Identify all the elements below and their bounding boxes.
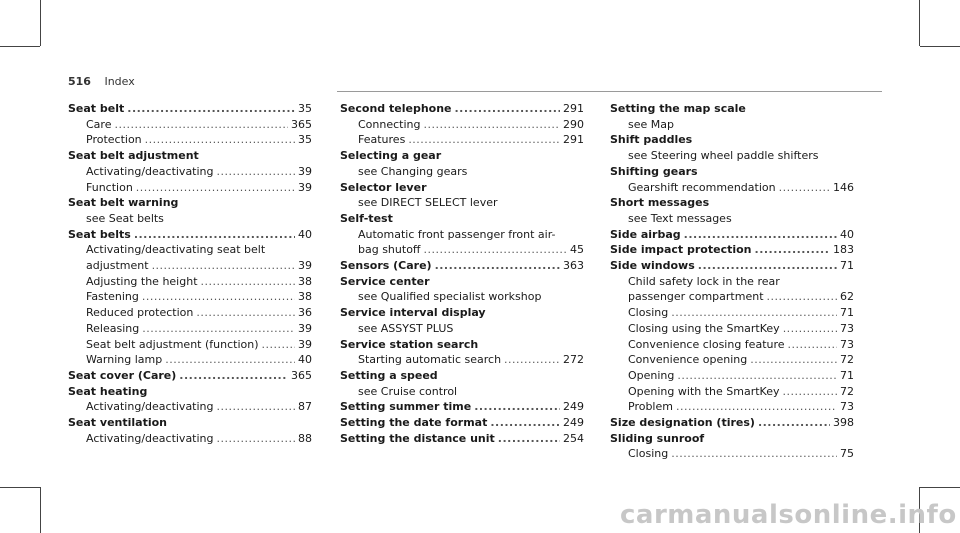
page-reference[interactable]: 40 bbox=[840, 227, 854, 241]
index-subentry[interactable] bbox=[610, 180, 854, 196]
leader-dots bbox=[136, 180, 295, 196]
page-reference[interactable]: 87 bbox=[298, 400, 312, 414]
index-subentry[interactable] bbox=[68, 321, 312, 337]
index-heading: Service center bbox=[340, 274, 430, 288]
leader-dots bbox=[165, 352, 295, 368]
entry-label: Second telephone bbox=[340, 102, 452, 115]
entry-label: Seat cover (Care) bbox=[68, 368, 177, 382]
index-subentry: see Seat belts bbox=[86, 211, 164, 225]
leader-dots bbox=[424, 242, 568, 258]
index-heading: Setting the map scale bbox=[610, 102, 746, 115]
entry-label: Releasing bbox=[86, 321, 140, 335]
entry-label: Closing bbox=[628, 306, 669, 320]
leader-dots bbox=[435, 258, 560, 274]
crop-mark bbox=[0, 46, 40, 47]
page-reference[interactable]: 38 bbox=[298, 274, 312, 288]
index-subentry[interactable] bbox=[68, 431, 312, 447]
entry-label: passenger compartment bbox=[628, 290, 764, 304]
index-subentry: see Steering wheel paddle shifters bbox=[628, 149, 819, 163]
crop-mark bbox=[920, 487, 960, 488]
index-column-1 bbox=[68, 101, 312, 446]
leader-dots bbox=[750, 352, 837, 368]
leader-dots bbox=[424, 117, 561, 133]
page-reference[interactable]: 71 bbox=[840, 368, 854, 382]
page-header bbox=[68, 75, 135, 88]
index-subentry[interactable] bbox=[68, 132, 312, 148]
index-subentry[interactable] bbox=[340, 242, 584, 258]
leader-dots bbox=[455, 101, 561, 117]
index-column-3 bbox=[610, 101, 854, 462]
index-subentry[interactable] bbox=[340, 132, 584, 148]
entry-label: Side airbag bbox=[610, 227, 681, 241]
page-reference[interactable]: 35 bbox=[298, 102, 312, 115]
page-reference[interactable]: 365 bbox=[291, 368, 312, 382]
index-entry[interactable] bbox=[68, 368, 312, 384]
section-title: Index bbox=[104, 75, 135, 88]
index-subentry: see Changing gears bbox=[358, 164, 468, 178]
index-subentry[interactable] bbox=[610, 446, 854, 462]
index-subentry[interactable] bbox=[68, 164, 312, 180]
page-reference[interactable]: 249 bbox=[563, 400, 584, 414]
index-subentry: Child safety lock in the rear bbox=[628, 274, 780, 288]
entry-label: Side impact protection bbox=[610, 243, 752, 257]
index-subentry[interactable] bbox=[68, 399, 312, 415]
page-reference[interactable]: 39 bbox=[298, 337, 312, 351]
leader-dots bbox=[783, 321, 837, 337]
index-subentry[interactable] bbox=[610, 321, 854, 337]
page-reference[interactable]: 38 bbox=[298, 290, 312, 304]
page-reference[interactable]: 36 bbox=[298, 306, 312, 320]
page-reference[interactable]: 146 bbox=[833, 180, 854, 194]
index-subentry: Automatic front passenger front air- bbox=[358, 227, 556, 241]
entry-label: Activating/deactivating bbox=[86, 431, 214, 445]
index-entry[interactable] bbox=[68, 101, 312, 117]
leader-dots bbox=[779, 180, 830, 196]
page-reference[interactable]: 73 bbox=[840, 321, 854, 335]
crop-mark bbox=[40, 487, 41, 533]
page-reference[interactable]: 75 bbox=[840, 447, 854, 461]
entry-label: Sensors (Care) bbox=[340, 259, 432, 273]
leader-dots bbox=[676, 399, 837, 415]
index-subentry: see Text messages bbox=[628, 211, 732, 225]
leader-dots bbox=[152, 258, 295, 274]
index-column-2 bbox=[340, 101, 584, 446]
page-reference[interactable]: 249 bbox=[563, 416, 584, 430]
index-subentry[interactable] bbox=[68, 352, 312, 368]
index-subentry[interactable] bbox=[340, 352, 584, 368]
entry-label: Convenience opening bbox=[628, 353, 748, 367]
index-subentry[interactable] bbox=[68, 274, 312, 290]
index-heading: Seat belt warning bbox=[68, 196, 179, 210]
entry-label: Activating/deactivating bbox=[86, 400, 214, 414]
page-reference[interactable]: 71 bbox=[840, 259, 854, 273]
index-heading: Seat belt adjustment bbox=[68, 149, 199, 163]
index-entry[interactable] bbox=[340, 258, 584, 274]
entry-label: Care bbox=[86, 117, 112, 131]
index-heading: Seat ventilation bbox=[68, 416, 167, 430]
index-entry[interactable] bbox=[340, 415, 584, 431]
leader-dots bbox=[755, 242, 830, 258]
entry-label: Gearshift recommendation bbox=[628, 180, 776, 194]
entry-label: Starting automatic search bbox=[358, 353, 502, 367]
index-subentry[interactable] bbox=[68, 337, 312, 353]
page-reference[interactable]: 398 bbox=[833, 416, 854, 430]
page-reference[interactable]: 39 bbox=[298, 164, 312, 178]
index-entry[interactable] bbox=[340, 399, 584, 415]
leader-dots bbox=[217, 431, 295, 447]
leader-dots bbox=[788, 337, 837, 353]
crop-mark bbox=[919, 0, 920, 46]
index-subentry[interactable] bbox=[610, 352, 854, 368]
entry-label: adjustment bbox=[86, 259, 149, 273]
leader-dots bbox=[217, 164, 295, 180]
crop-mark bbox=[920, 46, 960, 47]
index-subentry[interactable] bbox=[68, 117, 312, 133]
page-reference[interactable]: 291 bbox=[563, 133, 584, 147]
index-heading: Sliding sunroof bbox=[610, 431, 705, 445]
index-heading: Selector lever bbox=[340, 180, 427, 194]
index-heading: Seat heating bbox=[68, 384, 148, 398]
leader-dots bbox=[498, 431, 560, 447]
index-subentry: see ASSYST PLUS bbox=[358, 321, 454, 335]
page-reference[interactable]: 365 bbox=[291, 117, 312, 131]
index-subentry[interactable] bbox=[610, 289, 854, 305]
index-heading: Service interval display bbox=[340, 306, 486, 320]
leader-dots bbox=[783, 384, 838, 400]
entry-label: Warning lamp bbox=[86, 353, 163, 367]
entry-label: Side windows bbox=[610, 259, 695, 273]
page-reference[interactable]: 291 bbox=[563, 102, 584, 115]
index-subentry[interactable] bbox=[610, 399, 854, 415]
entry-label: Seat belts bbox=[68, 227, 131, 241]
leader-dots bbox=[145, 132, 295, 148]
entry-label: Size designation (tires) bbox=[610, 416, 755, 430]
leader-dots bbox=[504, 352, 560, 368]
entry-label: Features bbox=[358, 133, 406, 147]
entry-label: Connecting bbox=[358, 117, 421, 131]
index-heading: Shift paddles bbox=[610, 133, 693, 147]
leader-dots bbox=[698, 258, 837, 274]
page-reference[interactable]: 39 bbox=[298, 321, 312, 335]
index-subentry[interactable] bbox=[610, 368, 854, 384]
entry-label: Adjusting the height bbox=[86, 274, 198, 288]
entry-label: Protection bbox=[86, 133, 142, 147]
page-reference[interactable]: 254 bbox=[563, 431, 584, 445]
page-reference[interactable]: 72 bbox=[840, 353, 854, 367]
index-subentry[interactable] bbox=[68, 180, 312, 196]
crop-mark bbox=[40, 0, 41, 46]
page-reference[interactable]: 363 bbox=[563, 259, 584, 273]
index-subentry[interactable] bbox=[610, 337, 854, 353]
entry-label: Problem bbox=[628, 400, 673, 414]
leader-dots bbox=[201, 274, 295, 290]
entry-label: Setting the distance unit bbox=[340, 431, 495, 445]
index-entry[interactable] bbox=[610, 242, 854, 258]
entry-label: Setting the date format bbox=[340, 416, 488, 430]
leader-dots bbox=[677, 368, 837, 384]
entry-label: Function bbox=[86, 180, 133, 194]
leader-dots bbox=[114, 117, 288, 133]
leader-dots bbox=[142, 289, 295, 305]
leader-dots bbox=[408, 132, 560, 148]
page-reference[interactable]: 45 bbox=[570, 243, 584, 257]
index-heading: Selecting a gear bbox=[340, 149, 442, 163]
page-reference[interactable]: 272 bbox=[563, 353, 584, 367]
leader-dots bbox=[684, 227, 837, 243]
page-reference[interactable]: 35 bbox=[298, 133, 312, 147]
page-reference[interactable]: 73 bbox=[840, 337, 854, 351]
index-subentry: see Map bbox=[628, 117, 674, 131]
index-subentry[interactable] bbox=[610, 384, 854, 400]
entry-label: Closing bbox=[628, 447, 669, 461]
index-entry[interactable] bbox=[610, 227, 854, 243]
page-reference[interactable]: 39 bbox=[298, 259, 312, 273]
leader-dots bbox=[134, 227, 295, 243]
entry-label: bag shutoff bbox=[358, 243, 421, 257]
index-subentry: Activating/deactivating seat belt bbox=[86, 243, 266, 257]
index-subentry[interactable] bbox=[68, 258, 312, 274]
page-reference[interactable]: 73 bbox=[840, 400, 854, 414]
index-entry[interactable] bbox=[340, 431, 584, 447]
page-reference[interactable]: 40 bbox=[298, 353, 312, 367]
page-reference[interactable]: 88 bbox=[298, 431, 312, 445]
page-reference[interactable]: 71 bbox=[840, 306, 854, 320]
leader-dots bbox=[179, 368, 288, 384]
page-reference[interactable]: 183 bbox=[833, 243, 854, 257]
index-entry[interactable] bbox=[68, 227, 312, 243]
index-heading: Shifting gears bbox=[610, 164, 698, 178]
leader-dots bbox=[671, 446, 837, 462]
index-subentry: see Cruise control bbox=[358, 384, 458, 398]
index-subentry[interactable] bbox=[68, 289, 312, 305]
entry-label: Opening with the SmartKey bbox=[628, 384, 780, 398]
leader-dots bbox=[127, 101, 295, 117]
entry-label: Seat belt bbox=[68, 102, 125, 115]
entry-label: Closing using the SmartKey bbox=[628, 321, 780, 335]
entry-label: Fastening bbox=[86, 290, 139, 304]
leader-dots bbox=[767, 289, 837, 305]
entry-label: Convenience closing feature bbox=[628, 337, 785, 351]
leader-dots bbox=[262, 337, 296, 353]
index-subentry[interactable] bbox=[340, 117, 584, 133]
index-heading: Service station search bbox=[340, 337, 479, 351]
page-reference[interactable]: 40 bbox=[298, 227, 312, 241]
index-subentry[interactable] bbox=[610, 305, 854, 321]
leader-dots bbox=[142, 321, 295, 337]
leader-dots bbox=[758, 415, 830, 431]
index-entry[interactable] bbox=[340, 101, 584, 117]
index-subentry: see Qualified specialist workshop bbox=[358, 290, 542, 304]
page-reference[interactable]: 62 bbox=[840, 290, 854, 304]
entry-label: Setting summer time bbox=[340, 400, 472, 414]
index-entry[interactable] bbox=[610, 415, 854, 431]
entry-label: Seat belt adjustment (function) bbox=[86, 337, 259, 351]
leader-dots bbox=[474, 399, 560, 415]
crop-mark bbox=[0, 487, 40, 488]
index-heading: Self-test bbox=[340, 211, 393, 225]
index-entry[interactable] bbox=[610, 258, 854, 274]
index-subentry: see DIRECT SELECT lever bbox=[358, 196, 498, 210]
leader-dots bbox=[490, 415, 560, 431]
page-reference[interactable]: 290 bbox=[563, 117, 584, 131]
entry-label: Activating/deactivating bbox=[86, 164, 214, 178]
index-heading: Short messages bbox=[610, 196, 710, 210]
watermark: carmanualsonline.info bbox=[620, 500, 957, 530]
index-heading: Setting a speed bbox=[340, 368, 438, 382]
page-reference[interactable]: 72 bbox=[840, 384, 854, 398]
leader-dots bbox=[671, 305, 837, 321]
leader-dots bbox=[217, 399, 295, 415]
page-number: 516 bbox=[68, 75, 91, 88]
entry-label: Reduced protection bbox=[86, 306, 194, 320]
header-rule bbox=[337, 91, 882, 92]
entry-label: Opening bbox=[628, 368, 675, 382]
page-reference[interactable]: 39 bbox=[298, 180, 312, 194]
leader-dots bbox=[196, 305, 295, 321]
index-subentry[interactable] bbox=[68, 305, 312, 321]
